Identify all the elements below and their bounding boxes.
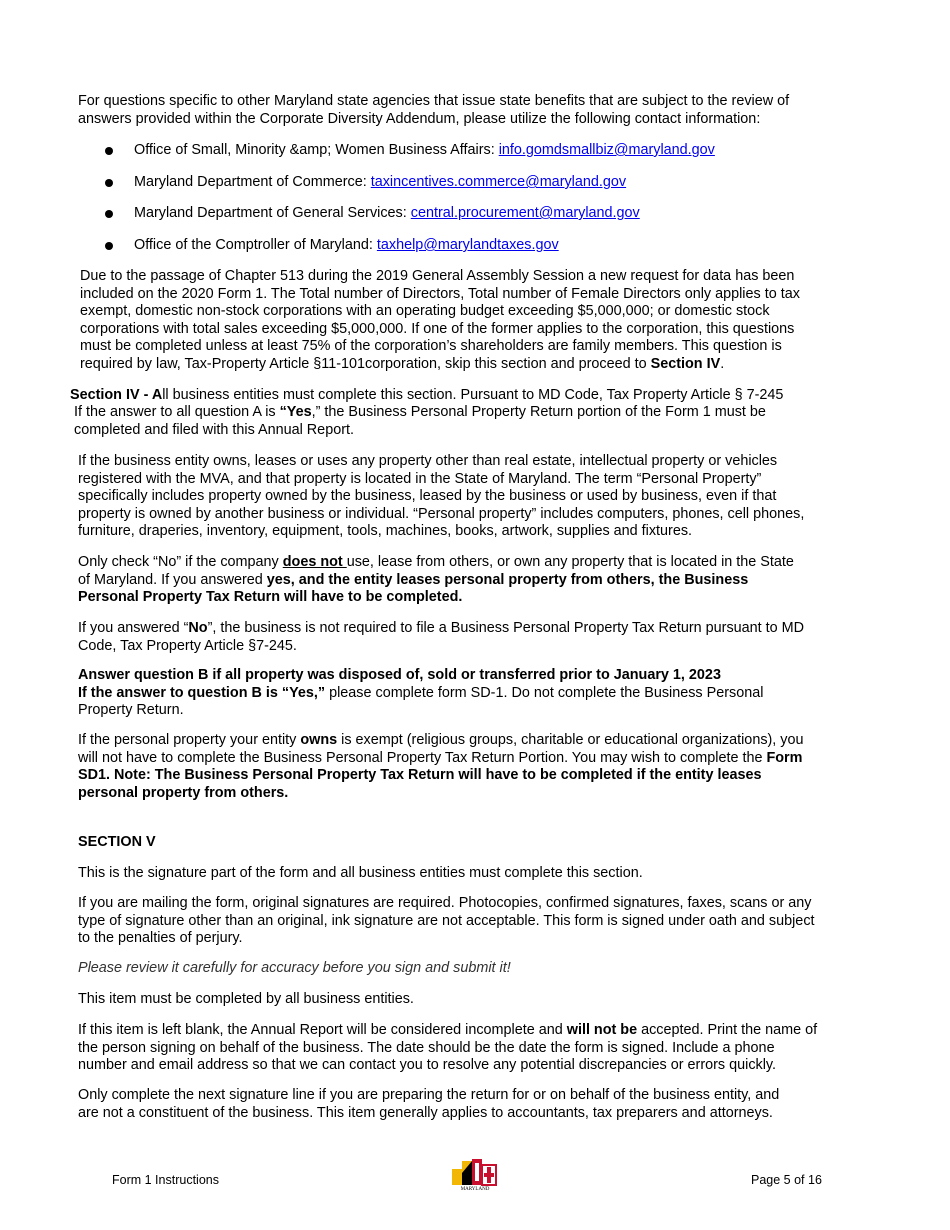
bullet-icon (105, 242, 113, 250)
mailing-paragraph: If you are mailing the form, original signatures are required. Photocopies, confirmed signatures, faxes, scans or any type of signature other than an original, ink signature are not acceptable. This form is signed under oath and subject to the penalties of perjury. (78, 895, 815, 946)
footer-title: Form 1 Instructions (112, 1173, 219, 1187)
bullet-icon (105, 210, 113, 218)
check-no-paragraph: Only check “No” if the company does not use, lease from others, or own any property that is located in the State of Maryland. If you answered yes, and the entity leases personal property from others, the Business Personal Property Tax Return will have to be completed. (78, 554, 794, 605)
section-v-heading: SECTION V (78, 834, 156, 850)
contact-item: Office of the Comptroller of Maryland: taxhelp@marylandtaxes.gov (134, 237, 559, 253)
contact-item: Office of Small, Minority &amp; Women Business Affairs: info.gomdsmallbiz@maryland.gov (134, 142, 715, 158)
answered-no-paragraph: If you answered “No”, the business is not required to file a Business Personal Property Tax Return pursuant to MD Code, Tax Property Article §7-245. (78, 620, 805, 654)
email-link[interactable]: taxincentives.commerce@maryland.gov (370, 174, 627, 190)
section-iv-paragraph: If the answer to all question A is “Yes,” the Business Personal Property Return portion of the Form 1 must be completed and filed with this Annual Report. (74, 404, 766, 438)
personal-property-paragraph: If the business entity owns, leases or uses any property other than real estate, intellectual property or vehicles registered with the MVA, and that property is located in the State of Maryland. The term “Personal Property” specifically includes property owned by the business, leased by the business or used by business, even if that property is owned by another business or individual. “Personal property” includes computers, phones, cell phones, furniture, draperies, inventory, equipment, tools, machines, books, artwork, supplies and fixtures. (78, 453, 805, 539)
section-v-intro: This is the signature part of the form and all business entities must complete this section. (78, 865, 643, 881)
maryland-flag-logo-icon (450, 1155, 500, 1191)
email-link[interactable]: central.procurement@maryland.gov (410, 205, 640, 221)
email-link[interactable]: taxhelp@marylandtaxes.gov (376, 237, 559, 253)
required-item-note: This item must be completed by all business entities. (78, 991, 414, 1007)
review-note: Please review it carefully for accuracy before you sign and submit it! (78, 960, 511, 976)
email-link[interactable]: info.gomdsmallbiz@maryland.gov (498, 142, 715, 158)
bullet-icon (105, 179, 113, 187)
contact-item: Maryland Department of General Services: central.procurement@maryland.gov (134, 205, 640, 221)
blank-item-paragraph: If this item is left blank, the Annual Report will be considered incomplete and will not be accepted. Print the name of the person signing on behalf of the business. The date should be the date the form is signed. Include a phone number and email address so that we can contact you to resolve any potential discrepancies or errors quickly. (78, 1022, 818, 1073)
logo-text: MARYLAND (460, 1187, 490, 1191)
intro-paragraph: For questions specific to other Maryland state agencies that issue state benefits that are subject to the review of answers provided within the Corporate Diversity Addendum, please utilize the following contact information: (78, 93, 790, 127)
preparer-paragraph: Only complete the next signature line if you are preparing the return for or on behalf of the business entity, and are not a constituent of the business. This item generally applies to accountants, tax preparers and attorneys. (78, 1087, 780, 1121)
contact-item: Maryland Department of Commerce: taxincentives.commerce@maryland.gov (134, 174, 627, 190)
bullet-icon (105, 147, 113, 155)
chapter-513-paragraph: Due to the passage of Chapter 513 during the 2019 General Assembly Session a new request for data has been included on the 2020 Form 1. The Total number of Directors, Total number of Female Directors only applies to tax exempt, domestic non-stock corporations with an operating budget exceeding $5,000,000; or domestic stock corporations with total sales exceeding $5,000,000. If one of the former applies to the corporation, this questions must be completed unless at least 75% of the corporation’s shareholders are family members. This question is required by law, Tax-Property Article §11-101corporation, skip this section and proceed to Section IV. (80, 268, 800, 372)
page-number: Page 5 of 16 (751, 1173, 822, 1187)
exempt-paragraph: If the personal property your entity owns is exempt (religious groups, charitable or educational organizations), you will not have to complete the Business Personal Property Tax Return Portion. You may wish to complete the Form SD1. Note: The Business Personal Property Tax Return will have to be completed if the entity leases personal property from others. (78, 732, 804, 801)
question-b-paragraph: Answer question B if all property was disposed of, sold or transferred prior to January 1, 2023 If the answer to question B is “Yes,” please complete form SD-1. Do not complete the Business Personal Property Return. (78, 667, 764, 718)
section-iv-heading: Section IV - All business entities must complete this section. Pursuant to MD Code, Tax Property Article § 7-245 (70, 387, 784, 403)
